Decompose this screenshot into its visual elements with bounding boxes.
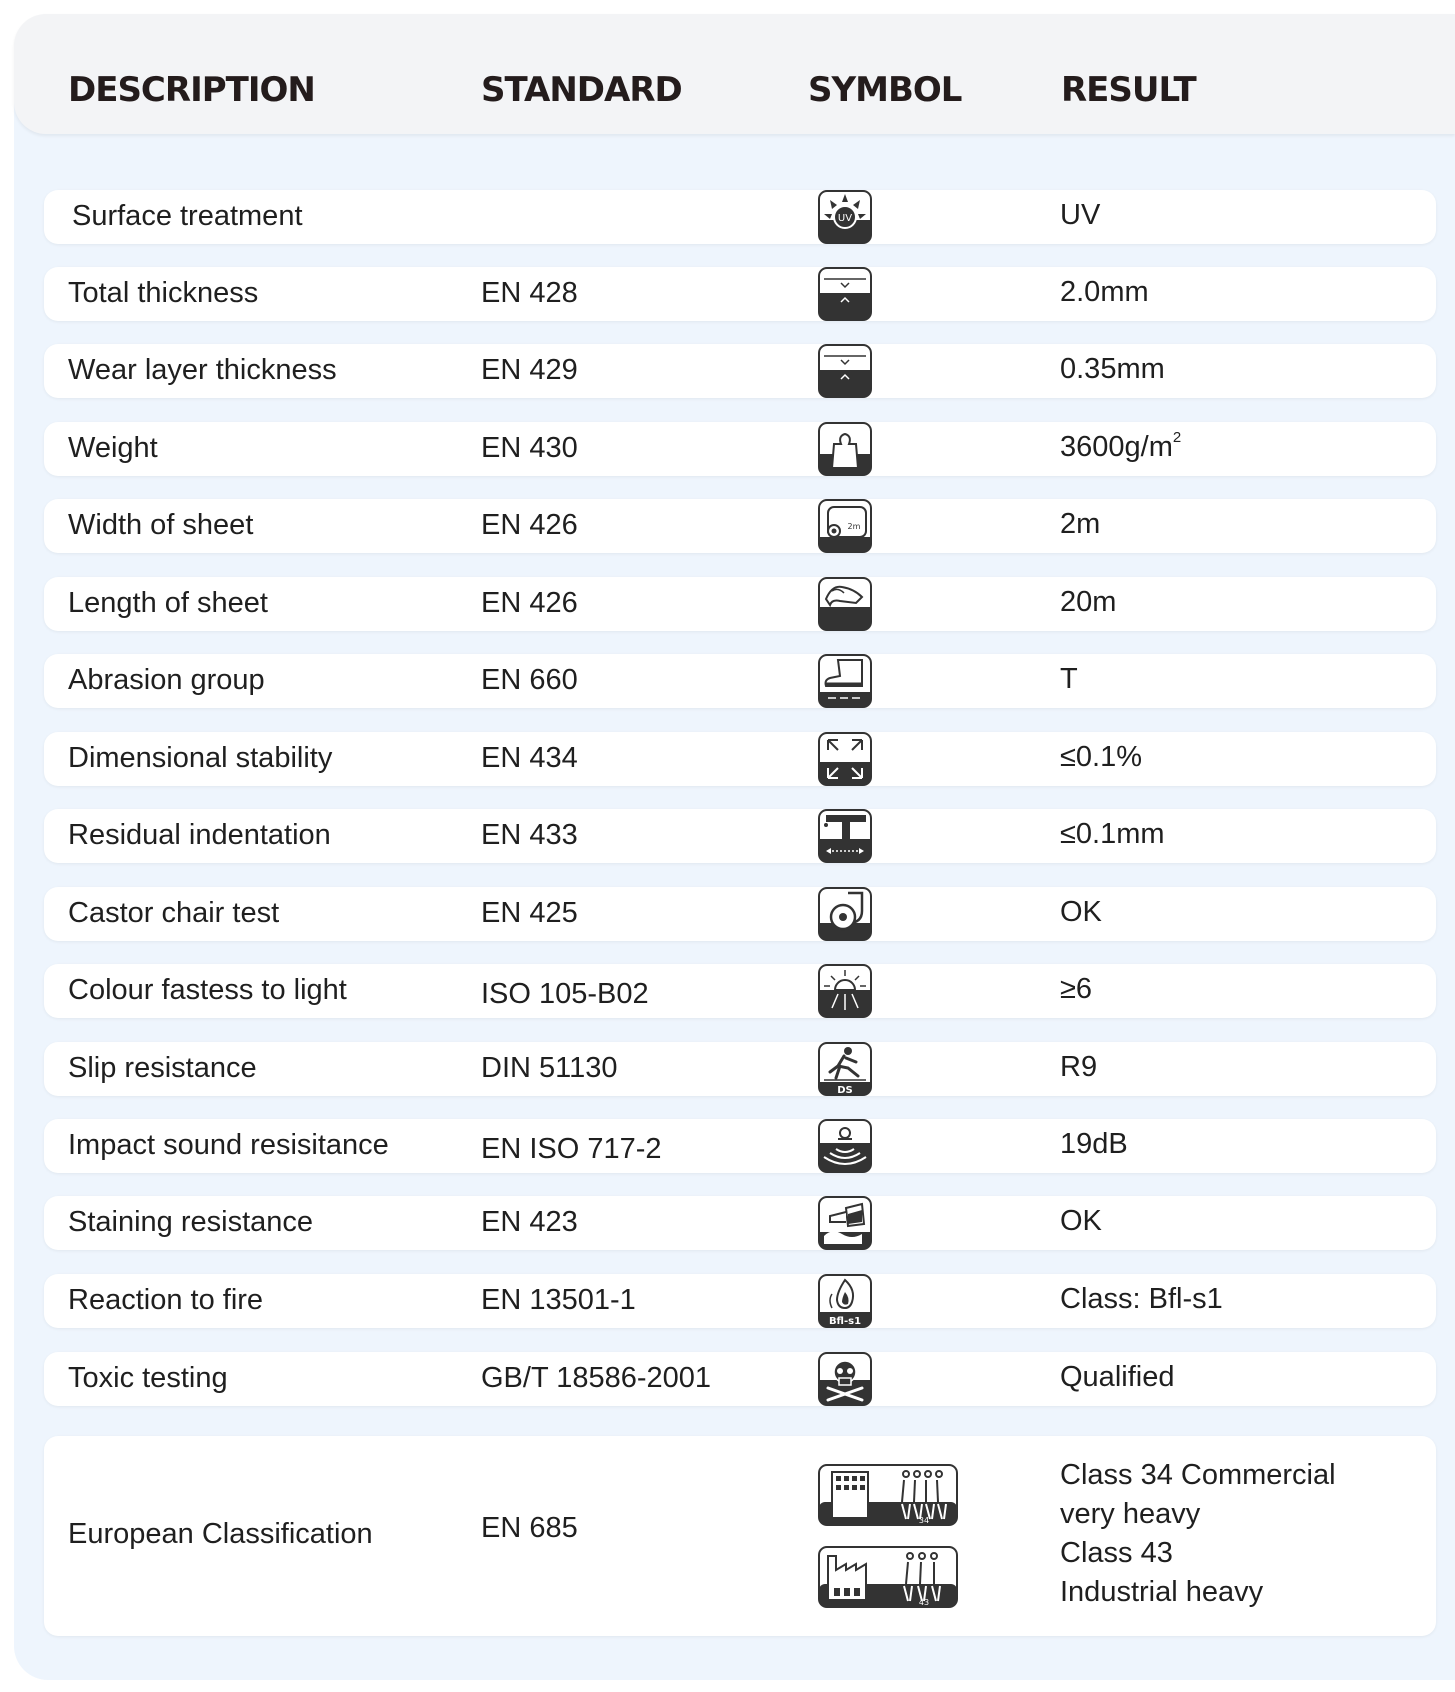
table-row	[44, 267, 1436, 321]
uv-sun-icon	[818, 190, 872, 244]
shoe-abrasion-icon	[818, 654, 872, 708]
table-row	[44, 344, 1436, 398]
result-line: Class 34 Commercial	[1060, 1459, 1336, 1491]
table-row	[44, 422, 1436, 476]
sun-fade-icon	[818, 964, 872, 1018]
row-standard: EN 434	[481, 742, 578, 774]
result-line: Class 43	[1060, 1537, 1173, 1569]
table-row	[44, 809, 1436, 863]
row-result	[1060, 353, 1165, 386]
row-description: European Classification	[68, 1518, 373, 1550]
result-value: Class: Bfl-s1	[1060, 1283, 1223, 1315]
row-standard: GB/T 18586-2001	[481, 1362, 712, 1394]
row-result	[1060, 508, 1100, 541]
row-standard: EN 685	[481, 1512, 578, 1544]
row-description: Impact sound resisitance	[68, 1129, 389, 1161]
skull-crossbones-icon	[818, 1352, 872, 1406]
row-description: Wear layer thickness	[68, 354, 337, 386]
commercial-building-class-icon	[818, 1464, 958, 1526]
row-standard: EN ISO 717-2	[481, 1133, 662, 1165]
result-value: 20m	[1060, 586, 1117, 618]
result-line: Industrial heavy	[1060, 1576, 1264, 1608]
row-result	[1060, 896, 1102, 929]
header-description: DESCRIPTION	[68, 70, 315, 110]
row-result	[1060, 199, 1100, 232]
table-row	[44, 499, 1436, 553]
stain-bottle-icon	[818, 1196, 872, 1250]
table-row	[44, 732, 1436, 786]
svg-text:2m: 2m	[847, 522, 861, 531]
row-standard: EN 425	[481, 897, 578, 929]
row-result	[1060, 741, 1142, 774]
roll-length-icon	[818, 577, 872, 631]
row-standard: ISO 105-B02	[481, 978, 649, 1010]
thickness-icon	[818, 267, 872, 321]
row-description: Dimensional stability	[68, 742, 333, 774]
row-description: Total thickness	[68, 277, 259, 309]
table-row	[44, 654, 1436, 708]
row-standard: EN 428	[481, 277, 578, 309]
fire-class-icon	[818, 1274, 872, 1328]
table-row	[44, 190, 1436, 244]
row-description: Width of sheet	[68, 509, 254, 541]
row-result	[1060, 818, 1165, 851]
row-result	[1060, 276, 1149, 309]
result-value: 19dB	[1060, 1128, 1128, 1160]
slip-person-icon	[818, 1042, 872, 1096]
header-symbol: SYMBOL	[808, 70, 962, 110]
row-result	[1060, 1361, 1174, 1394]
svg-text:DS: DS	[837, 1085, 853, 1096]
sound-wave-icon	[818, 1119, 872, 1173]
result-value: UV	[1060, 199, 1101, 231]
row-result	[1060, 431, 1181, 464]
table-header	[14, 14, 1455, 134]
row-description: Weight	[68, 432, 158, 464]
row-standard: EN 660	[481, 664, 578, 696]
table-row	[44, 1352, 1436, 1406]
result-value: T	[1060, 663, 1078, 695]
table-row	[44, 1119, 1436, 1173]
svg-text:UV: UV	[837, 213, 853, 224]
result-value: 0.35mm	[1060, 353, 1165, 385]
result-value: ≥6	[1060, 973, 1093, 1005]
result-superscript: 2	[1172, 429, 1182, 446]
row-result	[1060, 1456, 1336, 1612]
table-row	[44, 887, 1436, 941]
row-result	[1060, 1128, 1128, 1161]
class-34-label: 34	[918, 1516, 930, 1525]
result-value: OK	[1060, 1205, 1102, 1237]
table-row	[44, 577, 1436, 631]
castor-wheel-icon	[818, 887, 872, 941]
row-description: Length of sheet	[68, 587, 268, 619]
row-standard: EN 430	[481, 432, 578, 464]
row-standard: EN 423	[481, 1206, 578, 1238]
row-description: Castor chair test	[68, 897, 280, 929]
row-description: Slip resistance	[68, 1052, 257, 1084]
row-standard: EN 426	[481, 587, 578, 619]
result-value: ≤0.1%	[1060, 741, 1143, 773]
result-value: ≤0.1mm	[1060, 818, 1165, 850]
row-description: Staining resistance	[68, 1206, 314, 1238]
table-row-classification	[44, 1436, 1436, 1636]
table-row	[44, 1042, 1436, 1096]
row-description: Colour fastess to light	[68, 974, 347, 1006]
row-standard: EN 426	[481, 509, 578, 541]
row-description: Residual indentation	[68, 819, 331, 851]
svg-text:Bfl-s1: Bfl-s1	[828, 1316, 862, 1327]
row-standard: EN 13501-1	[481, 1284, 636, 1316]
row-result	[1060, 973, 1092, 1006]
table-row	[44, 1274, 1436, 1328]
wear-layer-icon	[818, 344, 872, 398]
dimension-arrows-icon	[818, 732, 872, 786]
table-row	[44, 964, 1436, 1018]
row-standard: DIN 51130	[481, 1052, 618, 1084]
result-value: 2m	[1060, 508, 1101, 540]
row-description: Toxic testing	[68, 1362, 228, 1394]
row-result	[1060, 1205, 1102, 1238]
row-description: Abrasion group	[68, 664, 265, 696]
row-result	[1060, 1051, 1097, 1084]
result-value: OK	[1060, 896, 1102, 928]
row-standard: EN 429	[481, 354, 578, 386]
result-value: Qualified	[1060, 1361, 1175, 1393]
table-row	[44, 1196, 1436, 1250]
row-description: Surface treatment	[72, 200, 303, 232]
result-value: R9	[1060, 1051, 1098, 1083]
roll-width-icon	[818, 499, 872, 553]
industrial-factory-class-icon	[818, 1546, 958, 1608]
result-value: 3600g/m	[1060, 431, 1173, 463]
row-result	[1060, 586, 1116, 619]
result-line: very heavy	[1060, 1498, 1201, 1530]
weight-icon	[818, 422, 872, 476]
result-value: 2.0mm	[1060, 276, 1149, 308]
row-description: Reaction to fire	[68, 1284, 264, 1316]
indentation-icon	[818, 809, 872, 863]
class-43-label: 43	[918, 1598, 930, 1607]
header-standard: STANDARD	[481, 70, 682, 110]
row-result	[1060, 663, 1078, 696]
row-result	[1060, 1283, 1223, 1316]
header-result: RESULT	[1061, 70, 1196, 110]
row-standard: EN 433	[481, 819, 578, 851]
